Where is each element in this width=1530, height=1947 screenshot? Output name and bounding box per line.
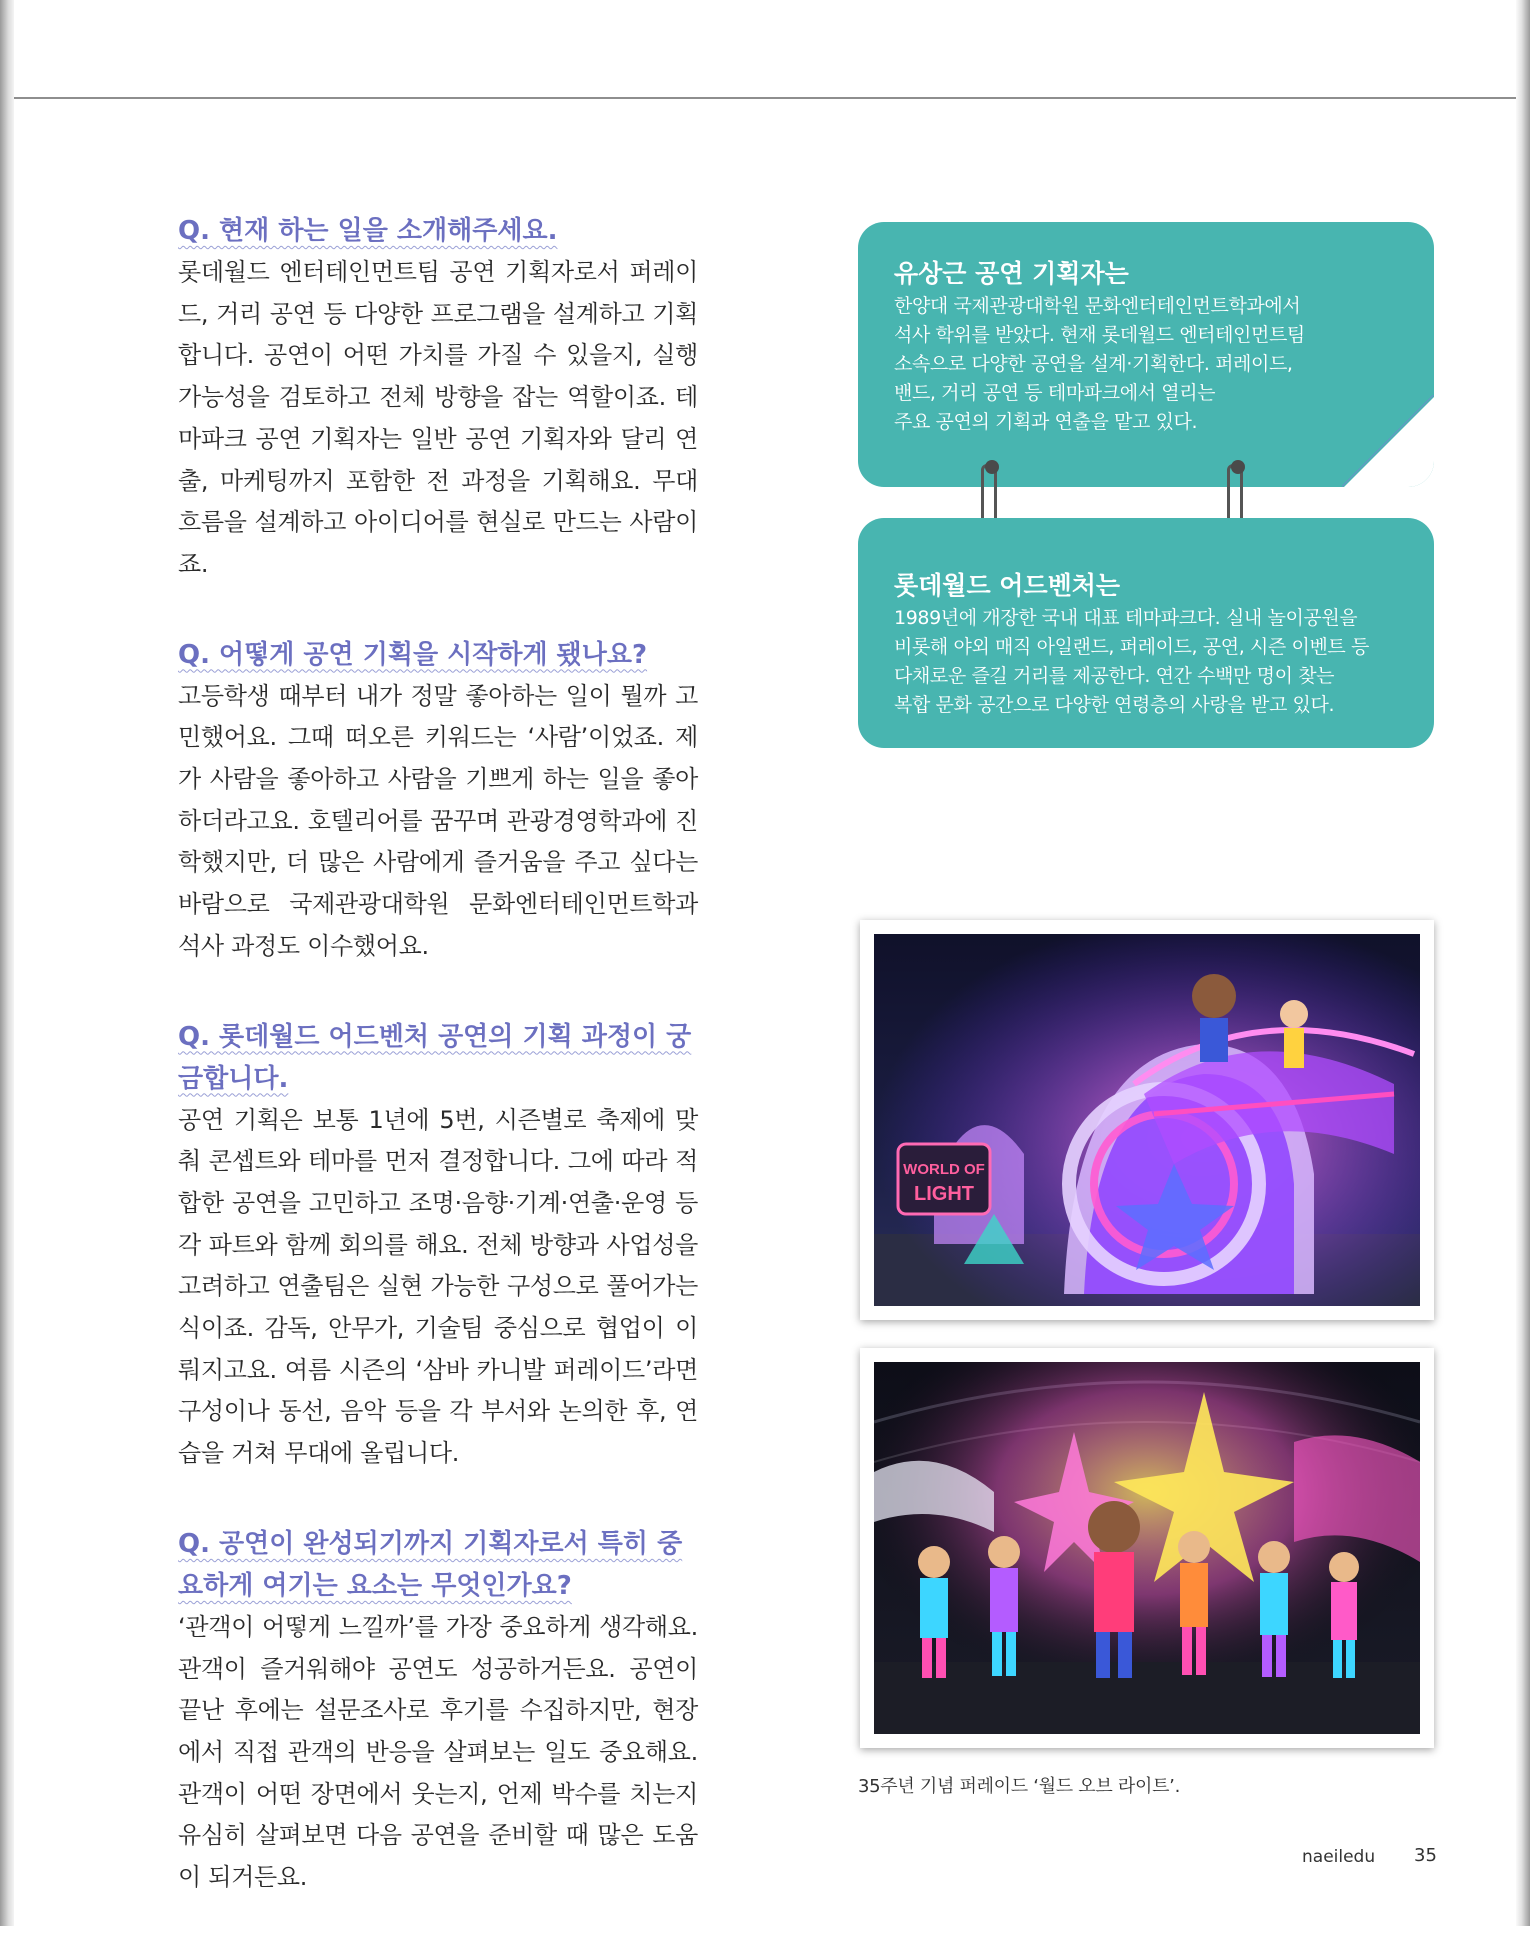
top-rule [14,97,1516,99]
profile-box-title: 유상근 공연 기획자는 [894,259,1129,288]
question-heading: Q. 공연이 완성되기까지 기획자로서 특히 중요하게 여기는 요소는 무엇인가요? [178,1528,683,1601]
footer-brand: naeiledu [1302,1847,1376,1867]
interview-column [178,210,698,1947]
park-box-line: 비롯해 야외 매직 아일랜드, 퍼레이드, 공연, 시즌 이벤트 등 [894,636,1369,658]
float-sign-text: WORLD OF [903,1161,985,1178]
profile-box-line: 소속으로 다양한 공연을 설계·기획한다. 퍼레이드, [894,353,1293,375]
page-number: 35 [1414,1845,1437,1866]
profile-box-line: 한양대 국제관광대학원 문화엔터테인먼트학과에서 [894,295,1301,317]
profile-box [858,222,1434,487]
question-heading: Q. 어떻게 공연 기획을 시작하게 됐나요? [178,639,648,670]
ring-hole [985,460,999,474]
answer-text: ‘관객이 어떻게 느낄까’를 가장 중요하게 생각해요. 관객이 즐거워해야 공연도 성공하거든요. 공연이 끝난 후에는 설문조사로 후기를 수집하지만, 현장에서 직접 관객의 반응을 살펴보는 일도 중요해요. 관객이 어떤 장면에서 웃는지, 언제 박수를 치는지 유심히 살펴보면 다음 공연을 준비할 때 많은 도움이 되거든요. [178,1612,698,1892]
parade-float-photo [860,920,1434,1320]
park-info-box [858,518,1434,748]
question-heading: Q. 롯데월드 어드벤처 공연의 기획 과정이 궁금합니다. [178,1021,692,1094]
answer-text: 공연 기획은 보통 1년에 5번, 시즌별로 축제에 맞춰 콘셉트와 테마를 먼저 결정합니다. 그에 따라 적합한 공연을 고민하고 조명·음향·기계·연출·운영 등 각 파트와 함께 회의를 해요. 전체 방향과 사업성을 고려하고 연출팀은 실현 가능한 구성으로 풀어가는 식이죠. 감독, 안무가, 기술팀 중심으로 협업이 이뤄지고요. 여름 시즌의 ‘삼바 카니발 퍼레이드’라면 구성이나 동선, 음악 등을 각 부서와 논의한 후, 연습을 거쳐 무대에 올립니다. [178,1105,698,1468]
answer-text: 고등학생 때부터 내가 정말 좋아하는 일이 뭘까 고민했어요. 그때 떠오른 키워드는 ‘사람’이었죠. 제가 사람을 좋아하고 사람을 기쁘게 하는 일을 좋아하더라고요. 호텔리어를 꿈꾸며 관광경영학과에 진학했지만, 더 많은 사람에게 즐거움을 주고 싶다는 바람으로 국제관광대학원 문화엔터테인먼트학과 석사 과정도 이수했어요. [178,681,698,960]
park-box-line: 1989년에 개장한 국내 대표 테마파크다. 실내 놀이공원을 [894,607,1358,629]
parade-dancers-photo [860,1348,1434,1748]
park-box-line: 다채로운 즐길 거리를 제공한다. 연간 수백만 명이 찾는 [894,665,1335,687]
qa-block [178,1523,698,1899]
float-sign-text: LIGHT [914,1183,974,1205]
answer-text: 롯데월드 엔터테인먼트팀 공연 기획자로서 퍼레이드, 거리 공연 등 다양한 프로그램을 설계하고 기획합니다. 공연이 어떤 가치를 가질 수 있을지, 실행 가능성을 검토하고 전체 방향을 잡는 역할이죠. 테마파크 공연 기획자는 일반 공연 기획자와 달리 연출, 마케팅까지 포함한 전 과정을 기획해요. 무대 흐름을 설계하고 아이디어를 현실로 만드는 사람이죠. [178,258,698,578]
qa-block [178,1016,698,1475]
profile-box-line: 주요 공연의 기획과 연출을 맡고 있다. [894,411,1198,433]
page-edge-right [1516,0,1530,1926]
ring-hole [1231,460,1245,474]
qa-block [178,634,698,968]
photo-caption: 35주년 기념 퍼레이드 ‘월드 오브 라이트’. [858,1776,1180,1797]
parade-dancers-image [874,1362,1420,1734]
park-box-line: 복합 문화 공간으로 다양한 연령층의 사랑을 받고 있다. [894,694,1335,716]
qa-block [178,210,698,586]
question-heading: Q. 현재 하는 일을 소개해주세요. [178,216,558,246]
page-edge-left [0,0,14,1926]
profile-box-line: 밴드, 거리 공연 등 테마파크에서 열리는 [894,382,1216,404]
profile-box-line: 석사 학위를 받았다. 현재 롯데월드 엔터테인먼트팀 [894,324,1305,346]
parade-float-image [874,934,1420,1306]
park-box-title: 롯데월드 어드벤처는 [894,571,1121,600]
